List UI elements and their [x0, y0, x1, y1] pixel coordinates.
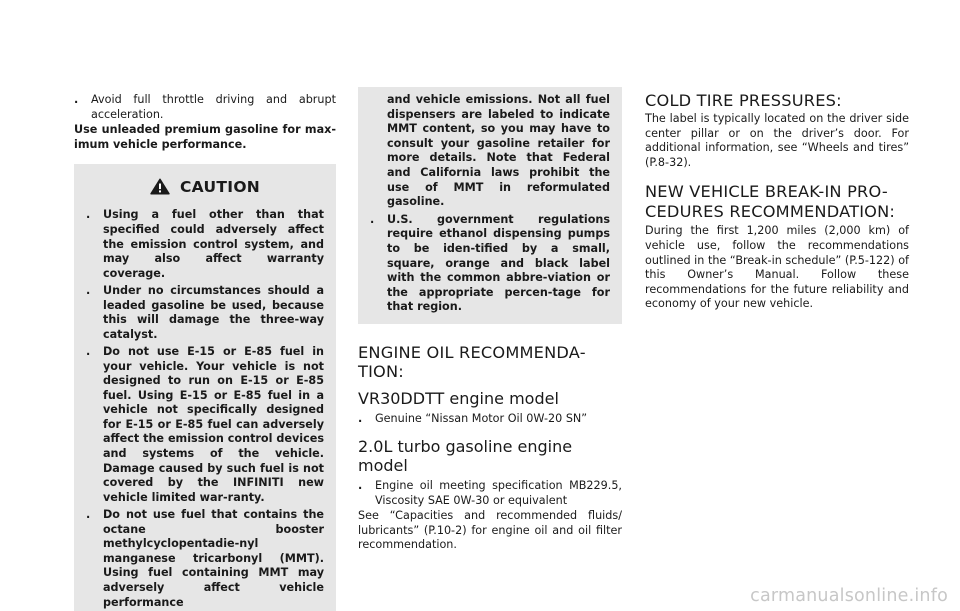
bullet-dot: . — [358, 479, 363, 493]
bullet-dot: . — [358, 411, 363, 425]
see-capacities-text: See “Capacities and recommended fluids/ lubricants” (P.10-2) for engine oil and oil filter recommendation. — [358, 509, 622, 552]
bullet-dot: . — [370, 212, 375, 226]
warning-triangle-icon — [150, 178, 170, 195]
caution-list — [86, 208, 324, 610]
cold-tire-heading: COLD TIRE PRESSURES: — [645, 91, 842, 110]
break-in-text: During the first 1,200 miles (2,000 km) of vehicle use, follow the recommendations outlined in the “Break-in schedule” (P.5-122) of this Owner’s Manual. Follow these recommendations for the future reliability and economy of your new vehicle. — [645, 224, 909, 311]
caution-continued-text: and vehicle emissions. Not all fuel dispensers are labeled to indicate MMT content, so you may have to consult your gasoline retailer for more details. Note that Federal and California laws prohibit the use of MMT in reformulated gasoline. — [387, 93, 610, 209]
caution-item-text: Do not use E-15 or E-85 fuel in your vehicle. Your vehicle is not designed to run on E-15 or E-85 fuel. Using E-15 or E-85 fuel in a vehicle not specifically designed for E-15 or E-85 fuel can adversely affect the emission control devices and systems of the vehicle. Damage caused by such fuel is not covered by the INFINITI new vehicle limited war-ranty. — [103, 344, 324, 504]
bullet-dot: . — [86, 283, 91, 297]
bullet-list-throttle — [74, 93, 336, 122]
bullet-dot: . — [86, 508, 91, 522]
caution-item — [370, 213, 610, 315]
caution-item-text: Under no circumstances should a leaded gasoline be used, because this will damage the three-way catalyst. — [103, 283, 324, 341]
turbo-list — [358, 479, 622, 508]
turbo-heading: 2.0L turbo gasoline engine model — [358, 437, 573, 476]
bullet-dot: . — [86, 208, 91, 222]
heading-line: CEDURES RECOMMENDATION: — [645, 202, 896, 222]
caution-list-continued — [370, 93, 610, 315]
break-in-heading — [645, 182, 909, 222]
engine-oil-heading — [358, 343, 622, 381]
heading-line: NEW VEHICLE BREAK-IN PRO- — [645, 182, 888, 202]
caution-item-text: Do not use fuel that contains the octane booster methylcyclopentadie-nyl manganese tricarbonyl (MMT). Using fuel containing MMT may adversely affect vehicle performance — [103, 508, 324, 609]
column-middle — [358, 0, 622, 553]
column-left — [74, 0, 336, 611]
bullet-dot: . — [74, 93, 79, 106]
cold-tire-text: The label is typically located on the driver side center pillar or on the driver’s door. For additional information, see “Wheels and tires” (P.8-32). — [645, 112, 909, 169]
column-right — [645, 0, 909, 312]
list-item — [358, 412, 622, 427]
caution-title: CAUTION — [180, 178, 261, 197]
caution-header — [86, 164, 324, 208]
bullet-text-throttle: Avoid full throttle driving and abrupt acceleration. — [91, 93, 336, 121]
caution-item — [370, 93, 610, 210]
caution-item-text: Using a fuel other than that specified could adversely affect the emission control system, and may also affect warranty coverage. — [103, 208, 324, 280]
list-item — [74, 93, 336, 122]
bullet-dot: . — [86, 344, 91, 358]
heading-line: TION: — [358, 361, 404, 381]
caution-item — [86, 208, 324, 281]
list-item — [358, 479, 622, 508]
fuel-note: Use unleaded premium gasoline for max-imum vehicle performance. — [74, 123, 336, 151]
vr30-item-text: Genuine “Nissan Motor Oil 0W-20 SN” — [375, 411, 588, 425]
caution-box — [74, 164, 336, 611]
caution-item — [86, 345, 324, 506]
vr30-list — [358, 412, 622, 427]
turbo-item-text: Engine oil meeting specification MB229.5, Viscosity SAE 0W-30 or equivalent — [375, 479, 622, 507]
vr30-heading: VR30DDTT engine model — [358, 388, 559, 408]
caution-box-continued — [358, 87, 622, 324]
watermark: carmanualsonline.info — [750, 586, 948, 606]
caution-item — [86, 508, 324, 610]
caution-item-text: U.S. government regulations require ethanol dispensing pumps to be iden-tified by a small, square, orange and black label with the common abbre-viation or the appropriate percen-tage for that region. — [387, 212, 610, 314]
caution-item — [86, 284, 324, 342]
heading-line: ENGINE OIL RECOMMENDA- — [358, 342, 586, 362]
